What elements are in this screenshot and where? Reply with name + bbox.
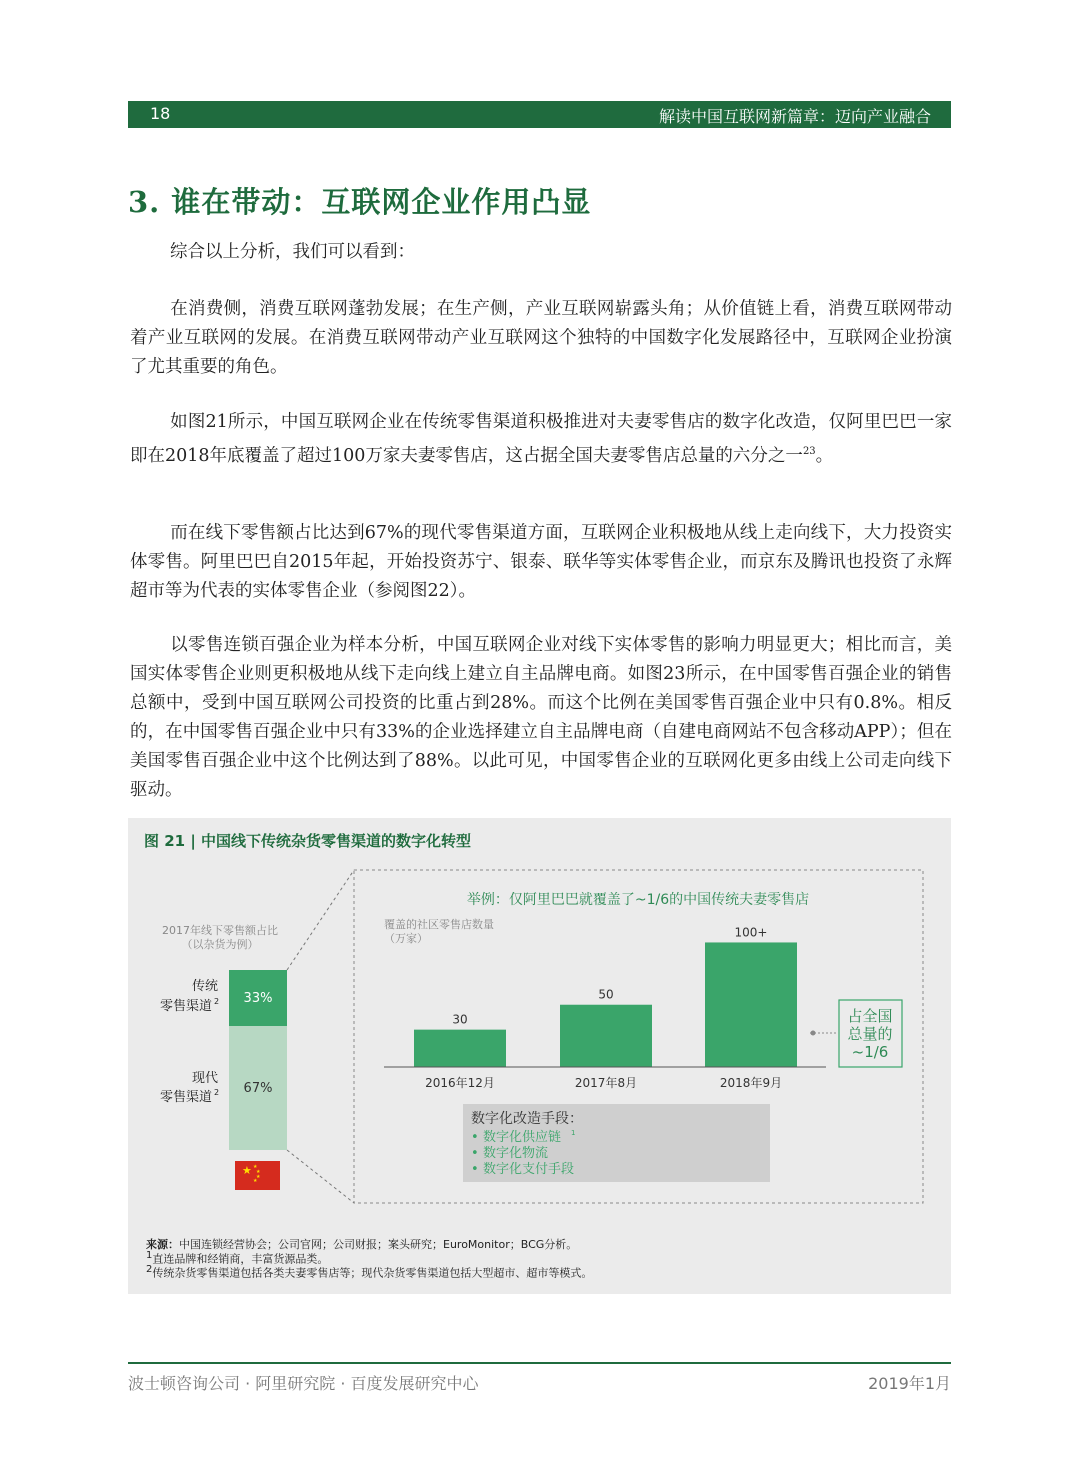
callout-line1: 占全国 [847, 1007, 893, 1025]
paragraph-text: 在消费侧，消费互联网蓬勃发展；在生产侧，产业互联网崭露头角；从价值链上看，消费互联网带动着产业互联网的发展。在消费互联网带动产业互联网这个独特的中国数字化发展路径中，互联网企业扮演了尤其重要的角色。 [130, 299, 952, 377]
modern-pct: 67% [243, 1081, 273, 1096]
footnote-2-marker: 2 [146, 1264, 153, 1275]
y-axis-label-1: 覆盖的社区零售店数量 [384, 918, 494, 931]
footnote-1-text: 直连品牌和经销商，丰富货源品类。 [152, 1252, 329, 1266]
method-item: 数字化支付手段 [483, 1162, 575, 1177]
paragraph-intro [130, 238, 952, 267]
y-axis-label-2: （万家） [384, 932, 428, 945]
paragraph-2 [130, 295, 952, 382]
paragraph-text: 如图21所示，中国互联网企业在传统零售渠道积极推进对夫妻零售店的数字化改造，仅阿里巴巴一家即在2018年底覆盖了超过100万家夫妻零售店，这占据全国夫妻零售店总量的六分之一 [130, 412, 952, 466]
left-heading-line2: （以杂货为例） [181, 938, 259, 951]
method-item: 数字化物流 [483, 1146, 549, 1161]
paragraph-text: 综合以上分析，我们可以看到： [170, 242, 415, 262]
traditional-label-1: 传统 [191, 979, 218, 994]
footer-date: 2019年1月 [868, 1374, 951, 1393]
footnote-ref: 23 [802, 446, 816, 457]
figure-graphic [128, 818, 951, 1218]
callout-line3: ~1/6 [851, 1043, 889, 1061]
paragraph-text: 。 [815, 445, 834, 466]
bar-3 [705, 942, 797, 1067]
figure-21 [128, 818, 951, 1294]
methods-title: 数字化改造手段： [471, 1111, 583, 1127]
paragraph-5 [130, 631, 952, 805]
page-header [128, 101, 951, 128]
footer-organizations: 波士顿咨询公司 · 阿里研究院 · 百度发展研究中心 [128, 1374, 479, 1393]
traditional-pct: 33% [243, 991, 273, 1006]
footer-rule [128, 1362, 951, 1364]
paragraph-text: 以零售连锁百强企业为样本分析，中国互联网企业对线下实体零售的影响力明显更大；相比而言，美国实体零售企业则更积极地从线下走向线上建立自主品牌电商。如图23所示，在中国零售百强企业的销售总额中，受到中国互联网公司投资的比重占到28%。而这个比例在美国零售百强企业中只有0.8%。相反的，在中国零售百强企业中只有33%的企业选择建立自主品牌电商（自建电商网站不包含移动APP）；但在美国零售百强企业中这个比例达到了88%。以此可见，中国零售企业的互联网化更多由线上公司走向线下驱动。 [130, 635, 952, 800]
category-label: 2016年12月 [425, 1076, 495, 1090]
source-label: 来源： [146, 1238, 179, 1251]
header-title: 解读中国互联网新篇章：迈向产业融合 [658, 107, 931, 126]
modern-label-2: 零售渠道 [159, 1090, 212, 1105]
bar-value-label: 50 [598, 987, 614, 1002]
example-title: 举例：仅阿里巴巴就覆盖了~1/6的中国传统夫妻零售店 [466, 892, 810, 908]
footnote-2-text: 传统杂货零售渠道包括各类夫妻零售店等；现代杂货零售渠道包括大型超市、超市等模式。 [152, 1266, 593, 1280]
bar-2 [560, 1005, 652, 1067]
source-text: 中国连锁经营协会；公司官网；公司财报；案头研究；EuroMonitor；BCG分析。 [179, 1238, 578, 1251]
callout-line2: 总量的 [847, 1025, 893, 1043]
footnote-2 [146, 1264, 592, 1281]
left-heading-line1: 2017年线下零售额占比 [162, 924, 278, 937]
figure-title: 图 21 | 中国线下传统杂货零售渠道的数字化转型 [144, 832, 472, 850]
footnote-1-marker: 1 [146, 1250, 153, 1261]
svg-text:•: • [471, 1146, 479, 1161]
svg-text:★: ★ [242, 1164, 252, 1177]
traditional-sup: 2 [214, 997, 220, 1006]
paragraph-3 [130, 408, 952, 471]
modern-label-1: 现代 [191, 1071, 218, 1086]
method-item: 数字化供应链 [483, 1130, 562, 1145]
svg-text:•: • [471, 1130, 479, 1145]
method-sup: 1 [571, 1129, 576, 1137]
coverage-bar-chart [414, 925, 797, 1090]
paragraph-text: 而在线下零售额占比达到67%的现代零售渠道方面，互联网企业积极地从线上走向线下，大力投资实体零售。阿里巴巴自2015年起，开始投资苏宁、银泰、联华等实体零售企业，而京东及腾讯也投资了永辉超市等为代表的实体零售企业（参阅图22）。 [130, 523, 952, 601]
bar-1 [414, 1030, 506, 1067]
section-title: 3. 谁在带动：互联网企业作用凸显 [128, 185, 592, 219]
category-label: 2017年8月 [574, 1076, 638, 1090]
modern-sup: 2 [214, 1088, 220, 1097]
page-number: 18 [150, 104, 171, 123]
svg-text:★: ★ [256, 1174, 261, 1180]
traditional-label-2: 零售渠道 [159, 999, 212, 1014]
svg-text:★: ★ [253, 1164, 258, 1170]
bar-value-label: 100+ [734, 925, 768, 940]
category-label: 2018年9月 [719, 1076, 783, 1090]
china-flag-icon [235, 1161, 280, 1190]
bar-value-label: 30 [452, 1012, 468, 1027]
svg-text:★: ★ [253, 1178, 258, 1184]
callout-dot [811, 1031, 816, 1036]
paragraph-4 [130, 519, 952, 606]
svg-text:•: • [471, 1162, 479, 1177]
svg-text:★: ★ [256, 1169, 261, 1175]
